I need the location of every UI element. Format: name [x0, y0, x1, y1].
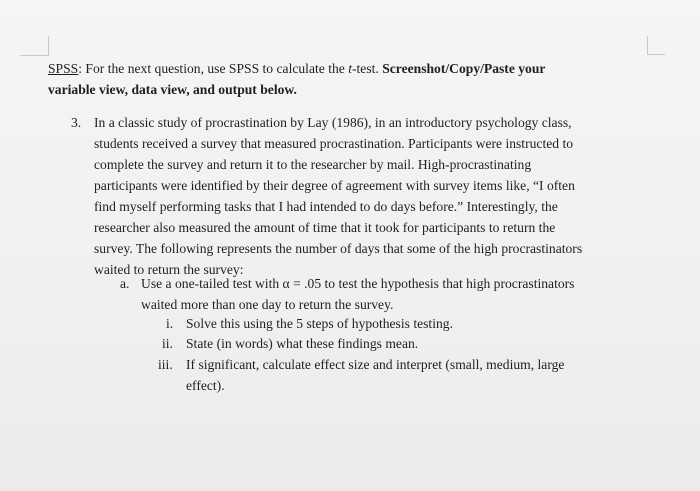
crop-mark-top-right: [647, 36, 648, 54]
subpart-iii-marker: iii.: [158, 357, 173, 372]
question-line: survey. The following represents the number of days that some of the high procrastinators: [94, 241, 583, 256]
question-line: participants were identified by their degree of agreement with survey items like, “I often: [94, 178, 575, 193]
question-line: find myself performing tasks that I had intended to do days before.” Interestingly, the: [94, 199, 558, 214]
subpart-ii-text: [186, 333, 418, 354]
question-line: In a classic study of procrastination by Lay (1986), in an introductory psychology class,: [94, 115, 572, 130]
intro-text-1: : For the next question, use SPSS to calculate the: [78, 61, 349, 76]
part-a-body: [141, 273, 574, 315]
crop-mark-top-left-horizontal: [20, 55, 48, 56]
question-number: 3.: [71, 115, 82, 130]
crop-mark-top-right-horizontal: [647, 54, 665, 55]
subpart-line: State (in words) what these findings mean.: [186, 336, 419, 351]
intro-text-2: -test.: [352, 61, 383, 76]
subpart-line: effect).: [186, 378, 225, 393]
instructions-line-1: [48, 58, 545, 79]
subpart-i-text: [186, 313, 453, 334]
question-line: students received a survey that measured procrastination. Participants were instructed to: [94, 136, 574, 151]
question-line: complete the survey and return it to the researcher by mail. High-procrastinating: [94, 157, 532, 172]
subpart-line: If significant, calculate effect size and interpret (small, medium, large: [186, 357, 565, 372]
bold-instruction-2: variable view, data view, and output below.: [48, 82, 297, 97]
spss-label: SPSS: [48, 61, 79, 76]
question-line: waited to return the survey:: [94, 262, 244, 277]
question-line: researcher also measured the amount of time that it took for participants to return the: [94, 220, 556, 235]
t-italic: t: [348, 61, 352, 76]
subpart-iii-text: [186, 354, 564, 396]
subpart-i-marker: i.: [166, 316, 174, 331]
part-a-marker: a.: [120, 276, 130, 291]
crop-mark-top-left: [40, 36, 49, 56]
question-body: [94, 112, 582, 280]
part-a-line: waited more than one day to return the survey.: [141, 297, 394, 312]
part-a-line: Use a one-tailed test with α = .05 to test the hypothesis that high procrastinators: [141, 276, 575, 291]
bold-instruction-1: Screenshot/Copy/Paste your: [382, 61, 546, 76]
subpart-line: Solve this using the 5 steps of hypothesis testing.: [186, 316, 453, 331]
subpart-ii-marker: ii.: [162, 336, 173, 351]
spss-instructions: [48, 58, 545, 100]
